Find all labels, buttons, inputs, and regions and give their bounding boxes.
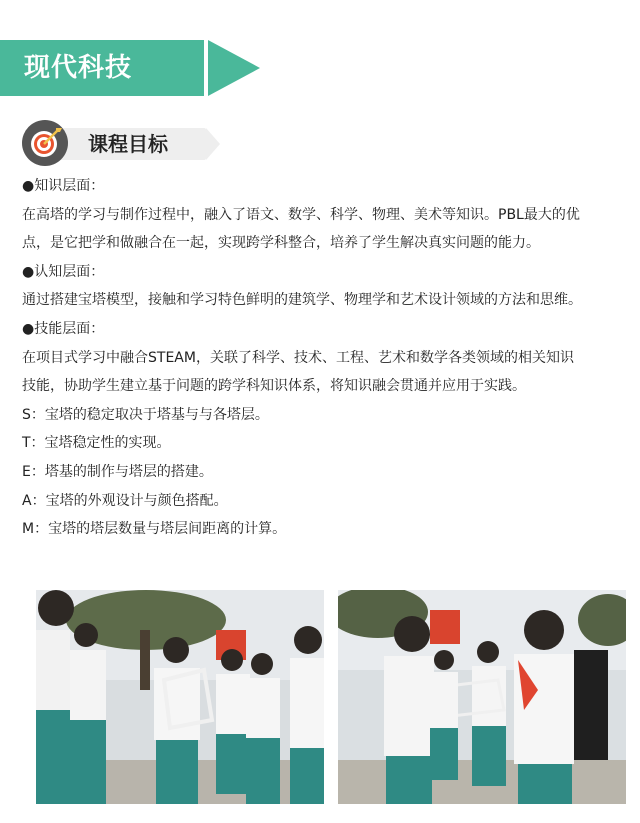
steam-t: T：宝塔稳定性的实现。 (22, 435, 171, 452)
steam-m: M：宝塔的塔层数量与塔层间距离的计算。 (22, 521, 287, 538)
knowledge-heading: ●知识层面： (22, 178, 105, 194)
header-banner (0, 40, 204, 96)
section-header (22, 120, 222, 166)
steam-e: E：塔基的制作与塔层的搭建。 (22, 463, 213, 480)
photo-students-assembling-model (338, 590, 626, 804)
cognitive-heading: ●认知层面： (22, 263, 105, 280)
skill-text-line-1: 在项目式学习中融合STEAM，关联了科学、技术、工程、艺术和数学各类领域的相关知识 (22, 349, 574, 366)
target-icon (22, 120, 68, 166)
steam-a: A：宝塔的外观设计与颜色搭配。 (22, 492, 228, 509)
knowledge-text-line-1: 在高塔的学习与制作过程中，融入了语文、数学、科学、物理、美术等知识。PBL最大的优 (22, 206, 580, 223)
cognitive-text: 通过搭建宝塔模型，接触和学习特色鲜明的建筑学、物理学和艺术设计领域的方法和思维。 (22, 292, 582, 309)
content-body (22, 172, 630, 544)
header-arrow-icon (208, 40, 260, 96)
photo-students-building-tower (36, 590, 324, 804)
knowledge-text-line-2: 点，是它把学和做融合在一起，实现跨学科整合，培养了学生解决真实问题的能力。 (22, 235, 540, 252)
section-title: 课程目标 (88, 132, 168, 156)
steam-s: S：宝塔的稳定取决于塔基与与各塔层。 (22, 406, 269, 423)
skill-text-line-2: 技能，协助学生建立基于问题的跨学科知识体系，将知识融会贯通并应用于实践。 (22, 378, 526, 395)
skill-heading: ●技能层面： (22, 320, 105, 337)
header-title: 现代科技 (24, 53, 133, 83)
